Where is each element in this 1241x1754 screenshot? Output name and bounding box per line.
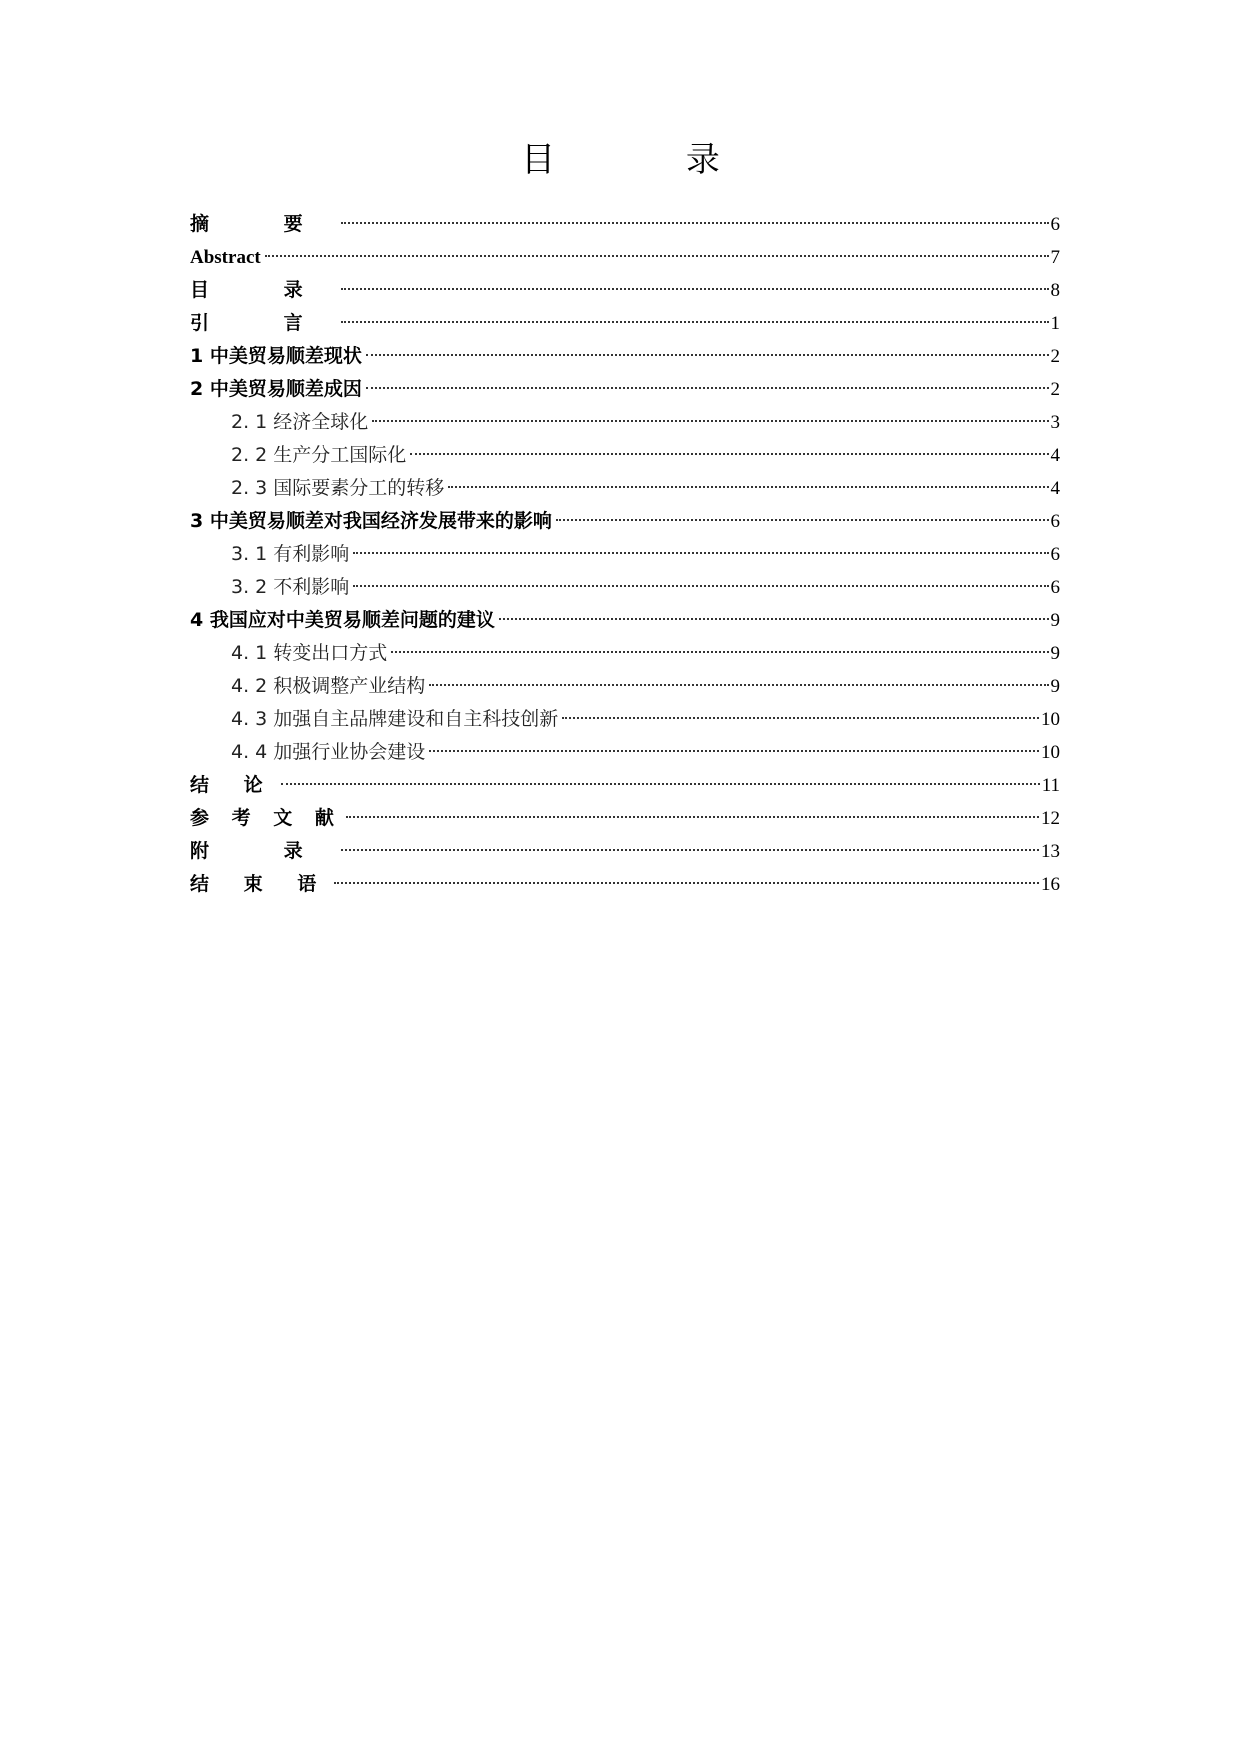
toc-entry-page: 12: [1041, 808, 1060, 829]
toc-entry-label: 2. 1 经济全球化: [231, 411, 369, 433]
toc-dot-leader: [448, 486, 1048, 488]
toc-entry-label: 3. 2 不利影响: [231, 576, 350, 598]
toc-entry-contents[interactable]: [190, 274, 1060, 307]
toc-entry-introduction[interactable]: [190, 307, 1060, 340]
toc-entry-label: 3. 1 有利影响: [231, 543, 350, 565]
toc-entry-label: 4 我国应对中美贸易顺差问题的建议: [190, 609, 495, 631]
toc-entry-page: 9: [1050, 610, 1060, 631]
toc-dot-leader: [341, 849, 1039, 851]
toc-entry-section-4-2[interactable]: [190, 670, 1060, 703]
toc-entry-page: 6: [1050, 544, 1060, 565]
toc-entry-page: 7: [1050, 247, 1060, 268]
toc-entry-page: 6: [1050, 511, 1060, 532]
toc-dot-leader: [372, 420, 1048, 422]
toc-entry-conclusion[interactable]: [190, 769, 1060, 802]
toc-dot-leader: [341, 288, 1049, 290]
page-title: 目 录: [521, 140, 780, 180]
toc-entry-label: 4. 1 转变出口方式: [231, 642, 388, 664]
toc-entry-abstract-cn[interactable]: [190, 208, 1060, 241]
toc-entry-label: 2. 3 国际要素分工的转移: [231, 477, 445, 499]
toc-dot-leader: [366, 354, 1049, 356]
toc-entry-page: 10: [1041, 742, 1060, 763]
toc-dot-leader: [353, 552, 1048, 554]
toc-entry-chapter-1[interactable]: [190, 340, 1060, 373]
toc-entry-label: 4. 2 积极调整产业结构: [231, 675, 426, 697]
toc-entry-page: 13: [1041, 841, 1060, 862]
toc-dot-leader: [499, 618, 1049, 620]
toc-entry-chapter-4[interactable]: [190, 604, 1060, 637]
toc-entry-page: 11: [1041, 775, 1060, 796]
toc-entry-label: 1 中美贸易顺差现状: [190, 345, 362, 367]
toc-entry-label: 2 中美贸易顺差成因: [190, 378, 362, 400]
toc-entry-label: 附 录: [190, 840, 337, 862]
toc-entry-page: 3: [1050, 412, 1060, 433]
toc-entry-label: 摘 要: [190, 213, 337, 235]
toc-entry-page: 8: [1050, 280, 1060, 301]
toc-entry-appendix[interactable]: [190, 835, 1060, 868]
toc-entry-chapter-3[interactable]: [190, 505, 1060, 538]
toc-entry-section-2-2[interactable]: [190, 439, 1060, 472]
toc-entry-references[interactable]: [190, 802, 1060, 835]
toc-dot-leader: [346, 816, 1039, 818]
toc-entry-page: 2: [1050, 346, 1060, 367]
toc-entry-section-2-3[interactable]: [190, 472, 1060, 505]
toc-entry-section-4-4[interactable]: [190, 736, 1060, 769]
toc-entry-label: 引 言: [190, 312, 337, 334]
toc-entry-page: 4: [1050, 445, 1060, 466]
toc-entry-page: 6: [1050, 577, 1060, 598]
toc-entry-closing[interactable]: [190, 868, 1060, 901]
toc-dot-leader: [353, 585, 1048, 587]
toc-entry-section-3-1[interactable]: [190, 538, 1060, 571]
toc-dot-leader: [341, 321, 1049, 323]
toc-entry-page: 9: [1050, 676, 1060, 697]
toc-entry-abstract-en[interactable]: [190, 241, 1060, 274]
toc-entry-label: 4. 4 加强行业协会建设: [231, 741, 426, 763]
toc-dot-leader: [281, 783, 1040, 785]
toc-entry-page: 9: [1050, 643, 1060, 664]
toc-entry-page: 2: [1050, 379, 1060, 400]
toc-dot-leader: [366, 387, 1049, 389]
toc-dot-leader: [562, 717, 1039, 719]
toc-entry-section-2-1[interactable]: [190, 406, 1060, 439]
toc-entry-page: 1: [1050, 313, 1060, 334]
toc-dot-leader: [391, 651, 1048, 653]
toc-entry-page: 4: [1050, 478, 1060, 499]
toc-dot-leader: [265, 255, 1049, 257]
toc-dot-leader: [429, 684, 1048, 686]
toc-entry-page: 10: [1041, 709, 1060, 730]
toc-entry-page: 16: [1041, 874, 1060, 895]
toc-entry-chapter-2[interactable]: [190, 373, 1060, 406]
toc-entry-label: 3 中美贸易顺差对我国经济发展带来的影响: [190, 510, 552, 532]
toc-entry-label: 参 考 文 献: [190, 807, 342, 829]
toc-entry-label: 结 束 语: [190, 873, 331, 895]
toc-dot-leader: [334, 882, 1039, 884]
toc-entry-page: 6: [1050, 214, 1060, 235]
toc-entry-label: Abstract: [190, 247, 261, 268]
toc-dot-leader: [341, 222, 1049, 224]
toc-entry-label: 结 论: [190, 774, 277, 796]
toc-entry-section-4-3[interactable]: [190, 703, 1060, 736]
toc-entry-label: 4. 3 加强自主品牌建设和自主科技创新: [231, 708, 559, 730]
toc-dot-leader: [556, 519, 1049, 521]
toc-entry-section-3-2[interactable]: [190, 571, 1060, 604]
toc-entry-label: 目 录: [190, 279, 337, 301]
toc-dot-leader: [429, 750, 1039, 752]
table-of-contents: [190, 208, 1060, 901]
toc-entry-section-4-1[interactable]: [190, 637, 1060, 670]
toc-entry-label: 2. 2 生产分工国际化: [231, 444, 407, 466]
toc-dot-leader: [410, 453, 1048, 455]
